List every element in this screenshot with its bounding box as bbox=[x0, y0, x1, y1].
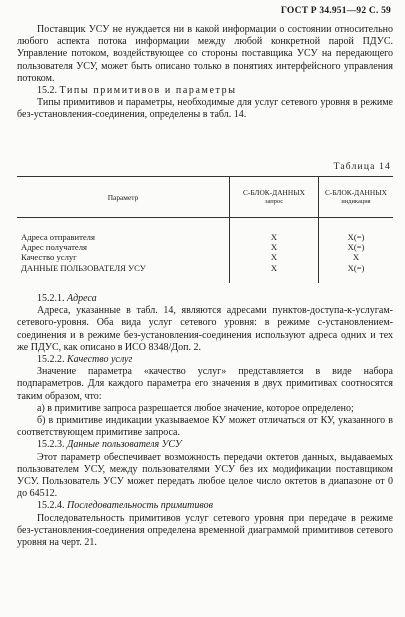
section-number: 15.2.2. bbox=[37, 354, 65, 366]
section-number: 15.2.1. bbox=[37, 293, 65, 304]
column-header-request: С-БЛОК-ДАННЫХ запрос bbox=[230, 177, 319, 218]
section-title: Адреса bbox=[67, 293, 97, 304]
row-request: X bbox=[230, 263, 319, 283]
section-number: 15.2.4. bbox=[37, 500, 65, 512]
table-header-row bbox=[17, 177, 393, 218]
table-row bbox=[17, 252, 393, 262]
table-row bbox=[17, 218, 393, 243]
section-title: Последовательность примитивов bbox=[67, 500, 213, 512]
section-number: 15.2.3. bbox=[37, 439, 65, 451]
row-indication: X(=) bbox=[347, 262, 365, 273]
section-title: Качество услуг bbox=[67, 354, 133, 366]
bottom-text-block bbox=[17, 293, 393, 549]
row-indication: X bbox=[352, 252, 360, 263]
section-15-2-2-item-a: а) в примитиве запроса разрешается любое значение, которое определено; bbox=[37, 402, 354, 414]
table-14 bbox=[17, 176, 393, 283]
row-parameter: Качество услуг bbox=[17, 252, 230, 262]
section-15-2-text: Типы примитивов и параметры, необходимые для услуг сетевого уровня в режиме без-установления-соединения, определены в табл. 14. bbox=[17, 97, 393, 121]
section-15-2-2-text: Значение параметра «качество услуг» представляется в виде набора подпараметров. Для каждого параметра его значения в двух примитивах соотносятся таким образом, что: bbox=[17, 366, 393, 402]
section-title: Типы примитивов и параметры bbox=[59, 85, 237, 97]
section-15-2-4-text: Последовательность примитивов услуг сетевого уровня при передаче в режиме без-установления-соединения определена временной диаграммой примитивов сетевого уровня на черт. 21. bbox=[17, 512, 393, 549]
section-15-2-4-heading bbox=[17, 500, 393, 512]
intro-paragraph: Поставщик УСУ не нуждается ни в какой информации о состоянии относительно любого аспекта потока информации между любой конкретной парой ПДУС. Управление потоком, воздействующее со стороны поставщика УСУ на передающего пользователя УСУ, может быть описано только в понятиях интерфейсного управления потоком. bbox=[17, 24, 393, 84]
row-request: X bbox=[230, 218, 319, 243]
table-row bbox=[17, 263, 393, 283]
top-text-block bbox=[17, 24, 393, 122]
section-15-2-3-text: Этот параметр обеспечивает возможность передачи октетов данных, выдаваемых пользователем УСУ, между пользователями УСУ без их модификации поставщиком УСУ. Пользователь УСУ может передать любое целое число октетов в диапазоне от 0 до 64512. bbox=[17, 451, 393, 500]
row-request: X bbox=[230, 252, 319, 262]
row-parameter: Адрес получателя bbox=[17, 242, 230, 252]
column-header-indication: С-БЛОК-ДАННЫХ индикация bbox=[319, 177, 394, 218]
row-indication: X(=) bbox=[347, 232, 365, 242]
page-header: ГОСТ Р 34.951—92 С. 59 bbox=[280, 6, 391, 16]
section-15-2-1-text: Адреса, указанные в табл. 14, являются адресами пунктов-доступа-к-услугам-сетевого-уровня. Оба вида услуг сетевого уровня: в режиме с-установлением-соединения и в режиме без-установления-соединения используют адреса одних и тех же ПДУС, как описано в ИСО 8348/Доп. 2. bbox=[17, 305, 393, 353]
section-15-2-heading bbox=[17, 85, 393, 97]
row-parameter: ДАННЫЕ ПОЛЬЗОВАТЕЛЯ УСУ bbox=[17, 263, 230, 283]
section-15-2-3-heading bbox=[17, 439, 393, 451]
row-request: X bbox=[230, 242, 319, 252]
table-row bbox=[17, 242, 393, 252]
table-caption: Таблица 14 bbox=[333, 162, 391, 172]
section-title: Данные пользователя УСУ bbox=[67, 439, 182, 451]
section-15-2-2-heading bbox=[17, 354, 393, 366]
section-15-2-1-heading bbox=[17, 293, 393, 305]
row-parameter: Адреса отправителя bbox=[17, 218, 230, 243]
section-number: 15.2. bbox=[37, 85, 57, 97]
column-header-parameter: Параметр bbox=[17, 177, 230, 218]
row-indication: X(=) bbox=[347, 242, 365, 253]
section-15-2-2-item-b: б) в примитиве индикации указываемое КУ может отличаться от КУ, указанного в соответствующем примитиве запроса. bbox=[17, 415, 393, 439]
